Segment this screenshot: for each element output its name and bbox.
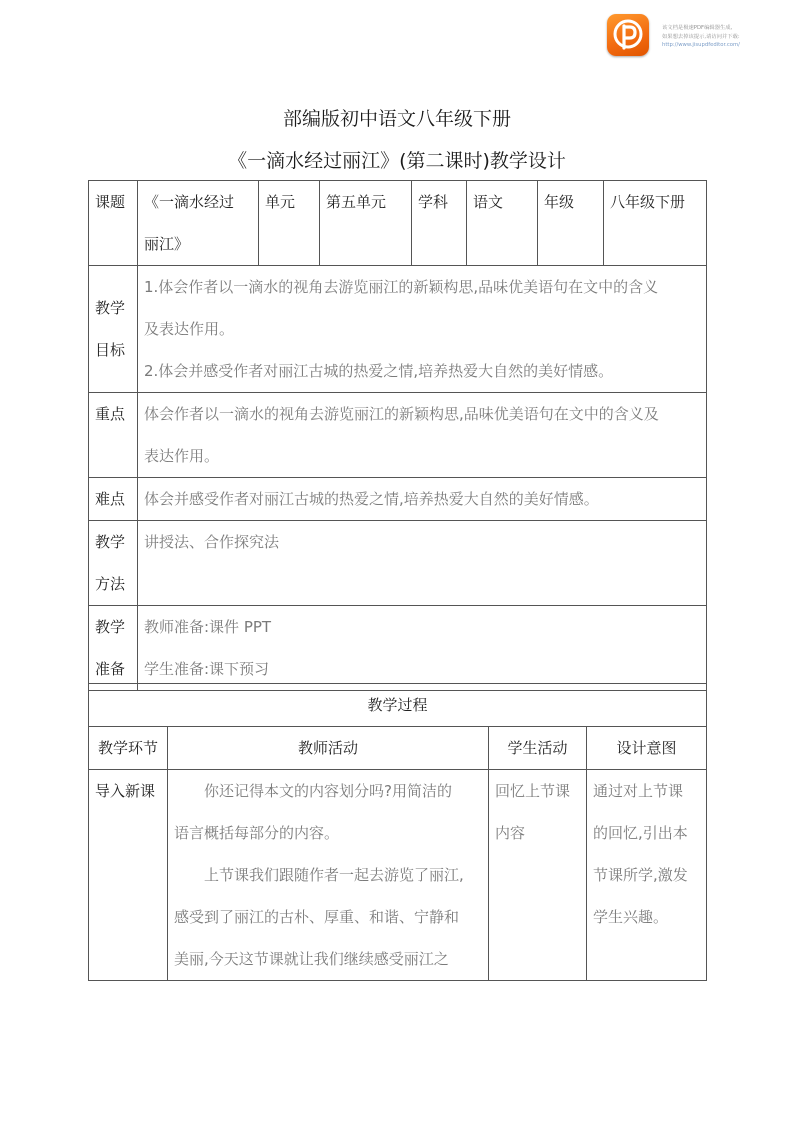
intent-line-1: 通过对上节课 [593, 782, 684, 800]
teacher-p2-line-1: 上节课我们跟随作者一起去游览了丽江, [204, 866, 464, 884]
methods-row [89, 521, 707, 606]
teacher-preparation: 教师准备:课件 PPT [144, 618, 272, 636]
preparation-row [89, 606, 707, 691]
process-header: 教学过程 [89, 684, 707, 727]
grade-label: 年级 [538, 181, 604, 266]
watermark-line-1: 该文档是极速PDF编辑器生成, [662, 25, 733, 31]
goals-label-line-1: 教学 [95, 299, 126, 317]
student-line-1: 回忆上节课 [495, 782, 571, 800]
info-row [89, 181, 707, 266]
subject-value: 语文 [467, 181, 538, 266]
key-points-line-1: 体会作者以一滴水的视角去游览丽江的新颖构思,品味优美语句在文中的含义及 [144, 405, 659, 423]
intent-line-3: 节课所学,激发 [593, 866, 688, 884]
watermark-line-2: 如果想去掉该提示,请访问并下载: [662, 33, 740, 40]
stage-intro: 导入新课 [89, 770, 168, 981]
methods-label [89, 521, 138, 606]
column-stage: 教学环节 [89, 727, 168, 770]
difficulty-row [89, 478, 707, 521]
column-design-intent: 设计意图 [587, 727, 707, 770]
intent-line-4: 学生兴趣。 [593, 908, 669, 926]
document-title: 部编版初中语文八年级下册 [282, 108, 511, 130]
document-subtitle: 《一滴水经过丽江》(第二课时)教学设计 [228, 150, 566, 172]
unit-value: 第五单元 [320, 181, 412, 266]
difficulty-label: 难点 [89, 478, 138, 521]
goals-content [138, 266, 707, 393]
preparation-label [89, 606, 138, 691]
process-row-intro [89, 770, 707, 981]
topic-value-line-2: 丽江》 [144, 235, 190, 253]
watermark-notice [662, 24, 740, 50]
student-activity-intro [489, 770, 587, 981]
topic-label: 课题 [89, 181, 138, 266]
topic-value [138, 181, 259, 266]
teacher-activity-intro [168, 770, 489, 981]
key-points-content [138, 393, 707, 478]
teacher-p1-line-2: 语言概括每部分的内容。 [174, 824, 340, 842]
topic-value-line-1: 《一滴水经过 [144, 193, 235, 211]
difficulty-content: 体会并感受作者对丽江古城的热爱之情,培养热爱大自然的美好情感。 [138, 478, 707, 521]
goal-1-line-1: 1.体会作者以一滴水的视角去游览丽江的新颖构思,品味优美语句在文中的含义 [144, 278, 659, 296]
jisu-pdf-logo-icon [607, 14, 649, 56]
goal-2: 2.体会并感受作者对丽江古城的热爱之情,培养热爱大自然的美好情感。 [144, 362, 614, 380]
key-points-row [89, 393, 707, 478]
process-columns-row [89, 727, 707, 770]
teacher-p1-line-1: 你还记得本文的内容划分吗?用简洁的 [204, 782, 452, 800]
watermark-link[interactable]: http://www.jisupdfeditor.com/ [662, 42, 740, 48]
goals-row [89, 266, 707, 393]
preparation-label-line-2: 准备 [95, 660, 126, 678]
column-teacher-activity: 教师活动 [168, 727, 489, 770]
methods-label-line-2: 方法 [95, 575, 126, 593]
process-header-row [89, 684, 707, 727]
grade-value: 八年级下册 [604, 181, 707, 266]
methods-content: 讲授法、合作探究法 [138, 521, 707, 606]
key-points-line-2: 表达作用。 [144, 447, 220, 465]
column-student-activity: 学生活动 [489, 727, 587, 770]
lesson-info-table [88, 180, 707, 691]
goals-label-line-2: 目标 [95, 341, 126, 359]
goals-label [89, 266, 138, 393]
subject-label: 学科 [412, 181, 467, 266]
student-line-2: 内容 [495, 824, 526, 842]
teaching-process-table [88, 683, 707, 981]
intent-line-2: 的回忆,引出本 [593, 824, 688, 842]
key-points-label: 重点 [89, 393, 138, 478]
goal-1-line-2: 及表达作用。 [144, 320, 235, 338]
preparation-label-line-1: 教学 [95, 618, 126, 636]
methods-label-line-1: 教学 [95, 533, 126, 551]
unit-label: 单元 [259, 181, 320, 266]
student-preparation: 学生准备:课下预习 [144, 660, 270, 678]
teacher-p2-line-2: 感受到了丽江的古朴、厚重、和谐、宁静和 [174, 908, 460, 926]
teacher-p2-line-3: 美丽,今天这节课就让我们继续感受丽江之 [174, 950, 449, 968]
preparation-content [138, 606, 707, 691]
design-intent-intro [587, 770, 707, 981]
